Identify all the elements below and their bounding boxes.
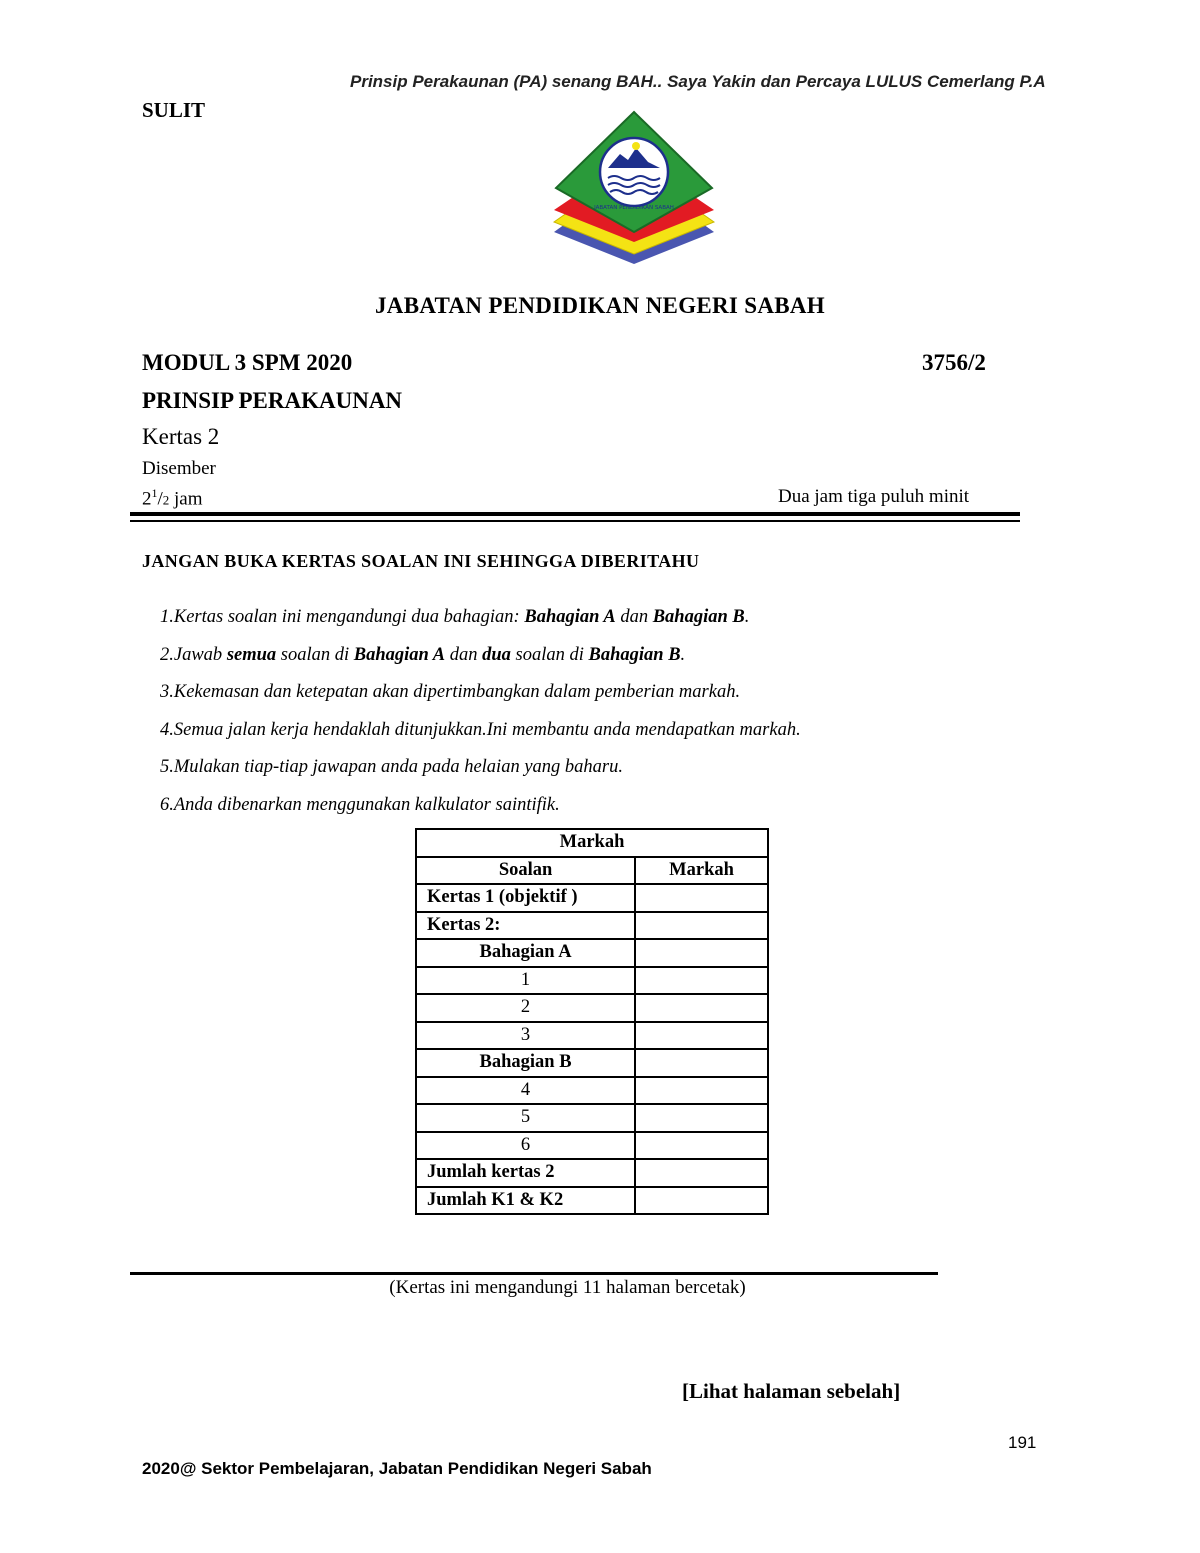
table-row (416, 1077, 768, 1105)
marks-table-title: Markah (416, 829, 768, 857)
instruction-item: 1.Kertas soalan ini mengandungi dua bahagian: Bahagian A dan Bahagian B. (160, 607, 750, 627)
question-cell: Bahagian B (416, 1049, 635, 1077)
subject-title: PRINSIP PERAKAUNAN (142, 388, 403, 413)
module-title: MODUL 3 SPM 2020 (142, 350, 353, 375)
marks-entry-cell (635, 1022, 768, 1050)
table-row (416, 1159, 768, 1187)
marks-entry-cell (635, 1187, 768, 1215)
instruction-item: 6.Anda dibenarkan menggunakan kalkulator saintifik. (160, 794, 560, 815)
next-page-label: [Lihat halaman sebelah] (682, 1379, 901, 1403)
warning-text: JANGAN BUKA KERTAS SOALAN INI SEHINGGA DIBERITAHU (142, 551, 700, 571)
marks-entry-cell (635, 1159, 768, 1187)
bottom-divider (130, 1272, 938, 1275)
duration: $2^1/2$ jam (142, 486, 203, 510)
question-cell: Bahagian A (416, 939, 635, 967)
question-cell: 6 (416, 1132, 635, 1160)
instruction-item: 5.Mulakan tiap-tiap jawapan anda pada helaian yang baharu. (160, 757, 623, 777)
marks-entry-cell (635, 1104, 768, 1132)
divider-thin (130, 520, 1020, 522)
logo-sun (632, 142, 640, 150)
marks-entry-cell (635, 994, 768, 1022)
table-row (416, 1104, 768, 1132)
marks-entry-cell (635, 939, 768, 967)
exam-month: Disember (142, 458, 216, 479)
table-row (416, 912, 768, 940)
table-row (416, 1187, 768, 1215)
paper-code: 3756/2 (922, 350, 986, 375)
duration-words: Dua jam tiga puluh minit (778, 486, 970, 507)
page-count-note: (Kertas ini mengandungi 11 halaman bercetak) (389, 1277, 746, 1298)
question-cell: 5 (416, 1104, 635, 1132)
marks-entry-cell (635, 912, 768, 940)
marks-entry-cell (635, 1132, 768, 1160)
marks-entry-cell (635, 884, 768, 912)
question-cell: 2 (416, 994, 635, 1022)
jabatan-pendidikan-sabah-logo (548, 108, 720, 270)
question-cell: Jumlah K1 & K2 (416, 1187, 635, 1215)
question-cell: 1 (416, 967, 635, 995)
instruction-item: 2.Jawab semua soalan di Bahagian A dan dua soalan di Bahagian B. (160, 644, 686, 665)
page-number: 191 (1008, 1433, 1037, 1452)
table-row (416, 1132, 768, 1160)
table-row (416, 884, 768, 912)
table-row (416, 939, 768, 967)
question-cell: 4 (416, 1077, 635, 1105)
question-cell: Jumlah kertas 2 (416, 1159, 635, 1187)
table-row (416, 1049, 768, 1077)
table-row (416, 994, 768, 1022)
instructions-list (160, 604, 801, 829)
marks-entry-cell (635, 1049, 768, 1077)
question-cell: 3 (416, 1022, 635, 1050)
column-header-marks: Markah (635, 857, 768, 885)
marks-entry-cell (635, 1077, 768, 1105)
header-note: Prinsip Perakaunan (PA) senang BAH.. Saya Yakin dan Percaya LULUS Cemerlang P.A (350, 72, 1046, 91)
footer-copyright: 2020@ Sektor Pembelajaran, Jabatan Pendidikan Negeri Sabah (142, 1459, 652, 1478)
table-row (416, 1022, 768, 1050)
logo-ring-text: JABATAN PENDIDIKAN SABAH (594, 205, 674, 211)
question-cell: Kertas 1 (objektif ) (416, 884, 635, 912)
question-cell: Kertas 2: (416, 912, 635, 940)
instruction-item: 3.Kekemasan dan ketepatan akan dipertimbangkan dalam pemberian markah. (160, 682, 741, 702)
department-title: JABATAN PENDIDIKAN NEGERI SABAH (375, 293, 825, 318)
divider-thick (130, 512, 1020, 516)
marks-table (415, 828, 769, 1215)
classification-label: SULIT (142, 98, 206, 122)
instruction-item: 4.Semua jalan kerja hendaklah ditunjukkan.Ini membantu anda mendapatkan markah. (160, 719, 801, 740)
table-row (416, 967, 768, 995)
marks-entry-cell (635, 967, 768, 995)
column-header-question: Soalan (416, 857, 635, 885)
paper-label: Kertas 2 (142, 424, 220, 449)
